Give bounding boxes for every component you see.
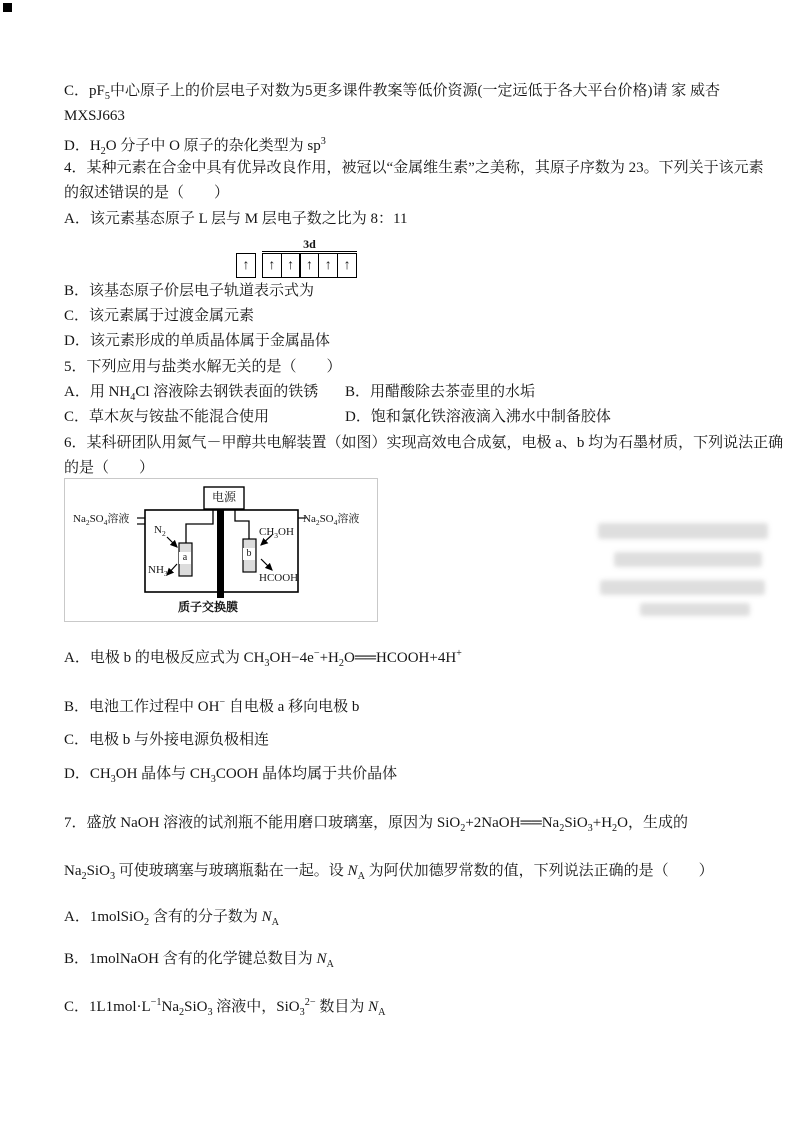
orbital-boxes: [236, 253, 357, 278]
orbital-box: ↑: [236, 253, 256, 278]
electrode-b-label: b: [243, 548, 255, 560]
right-solution-label: $Na_2SO_4$溶液: [303, 513, 360, 528]
q4-option-d: D．该元素形成的单质晶体属于金属晶体: [64, 333, 330, 349]
orbital-box: ↑: [318, 253, 338, 278]
q5-stem: 5．下列应用与盐类水解无关的是（ ）: [64, 359, 342, 375]
q7-option-b: B．1molNaOH 含有的化学键总数目为 $N_A$: [64, 951, 334, 970]
q4-option-c: C．该元素属于过渡金属元素: [64, 308, 255, 324]
orbital-box: ↑: [262, 253, 282, 278]
left-solution-label: $Na_2SO_4$溶液: [73, 513, 130, 528]
watermark-smudge: [614, 552, 762, 567]
watermark-smudge: [600, 580, 765, 595]
orbital-bracket: [262, 238, 357, 252]
watermark-smudge: [598, 523, 768, 539]
q5-option-b: B．用醋酸除去茶壶里的水垢: [345, 384, 536, 400]
q4-stem-line1: 4．某种元素在合金中具有优异改良作用，被冠以“金属维生素”之美称，其原子序数为 23。下列关于该元素: [64, 160, 764, 176]
orbital-box: ↑: [281, 253, 301, 278]
watermark-smudge: [640, 603, 750, 616]
wire-left: [186, 509, 213, 543]
q4-option-a: A．该元素基态原子 L 层与 M 层电子数之比为 8：11: [64, 211, 408, 227]
q7-stem-line1: 7．盛放 NaOH 溶液的试剂瓶不能用磨口玻璃塞，原因为 $SiO_2+2NaOH══Na_2SiO_3+H_2O$，生成的: [64, 815, 688, 834]
q3-option-d: D．$H_2O$ 分子中 O 原子的杂化类型为 $sp^3$: [64, 136, 326, 157]
electrolysis-figure: [64, 478, 378, 622]
q7-option-a: A．1molSiO$_2$ 含有的分子数为 $N_A$: [64, 909, 279, 928]
membrane-bar: [217, 509, 224, 598]
q6-option-a: A．电极 b 的电极反应式为 $CH_3OH-4e^-+H_2O══HCOOH+4H^+$: [64, 648, 462, 669]
q6-option-b: B．电池工作过程中 OH− 自电极 a 移向电极 b: [64, 697, 360, 715]
q5-option-d: D．饱和氯化铁溶液滴入沸水中制备胶体: [345, 409, 611, 425]
q4-option-b: B．该基态原子价层电子轨道表示式为: [64, 283, 315, 299]
q3-option-c-line1: C．$pF_5$中心原子上的价层电子对数为5更多课件教案等低价资源(一定远低于各大平台价格)请 家 威杏: [64, 83, 720, 102]
q5-option-a: A．用 $NH_4Cl$ 溶液除去钢铁表面的铁锈: [64, 384, 319, 403]
membrane-label: 质子交换膜: [178, 600, 239, 614]
hcooh-arrow: [261, 559, 272, 570]
q3-option-c-line2: MXSJ663: [64, 108, 125, 124]
q5-options-ab: [64, 383, 536, 407]
orbital-diagram-image: [236, 238, 357, 278]
nh3-label: $NH_3$: [148, 564, 168, 579]
q6-option-c: C．电极 b 与外接电源负极相连: [64, 732, 270, 748]
electrode-a-label: a: [179, 552, 191, 564]
q7-option-c: C．$1L1mol\cdot L^{-1}Na_2SiO_3$ 溶液中，SiO$_3^{2-}$ 数目为 $N_A$: [64, 997, 386, 1018]
orbital-box: ↑: [299, 253, 319, 278]
q6-stem-line2: 的是（ ）: [64, 460, 155, 476]
q6-stem-line1: 6．某科研团队用氮气－甲醇共电解装置（如图）实现高效电合成氨，电极 a、b 均为石墨材质，下列说法正确: [64, 435, 784, 451]
n2-label: $N_2$: [154, 524, 166, 539]
wire-right: [235, 509, 249, 539]
n2-arrow: [167, 537, 177, 547]
q4-stem-line2: 的叙述错误的是（ ）: [64, 185, 230, 201]
scan-artifact: [3, 3, 12, 12]
q6-option-d: D．$CH_3OH$ 晶体与 $CH_3COOH$ 晶体均属于共价晶体: [64, 766, 398, 785]
orbital-box: ↑: [337, 253, 357, 278]
q7-stem-line2: $Na_2SiO_3$ 可使玻璃塞与玻璃瓶黏在一起。设 $N_A$ 为阿伏加德罗常数的值，下列说法正确的是（ ）: [64, 863, 714, 882]
nh3-arrow: [167, 564, 177, 575]
q5-options-cd: [64, 408, 611, 426]
power-supply-label: 电源: [211, 490, 236, 504]
q5-option-c: C．草木灰与铵盐不能混合使用: [64, 409, 270, 425]
ch3oh-label: $CH_3OH$: [259, 526, 294, 541]
hcooh-label: HCOOH: [259, 572, 299, 584]
orbital-3d-label: 3d: [303, 237, 316, 251]
